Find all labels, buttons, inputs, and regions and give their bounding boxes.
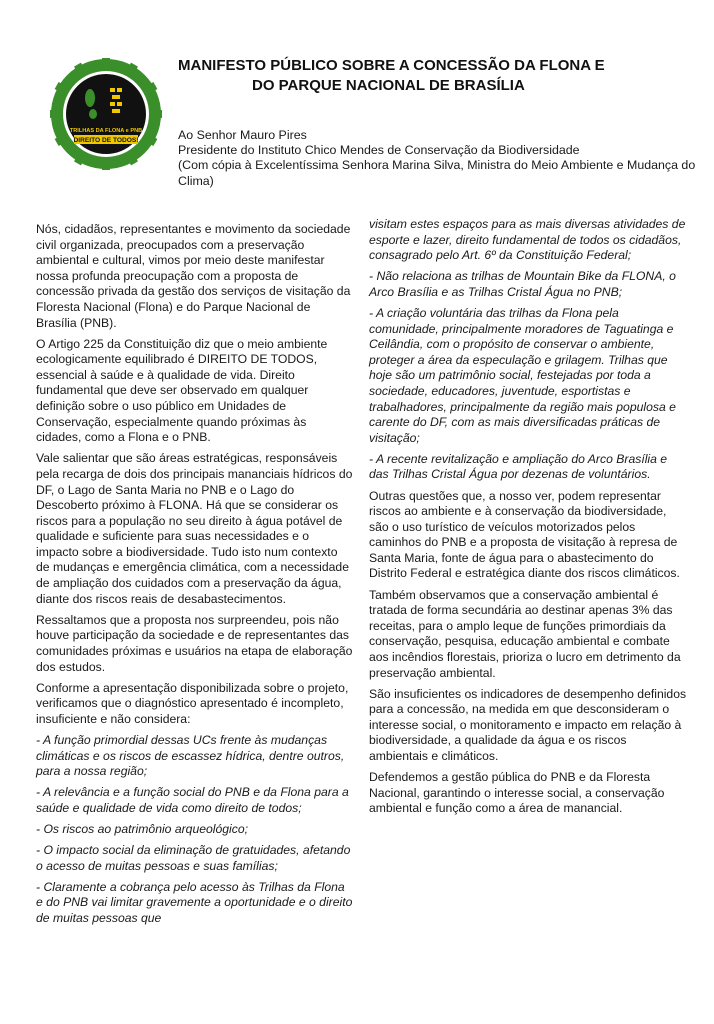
list-item: - A recente revitalização e ampliação do Arco Brasília e das Trilhas Cristal Água por dezenas de voluntários.: [369, 451, 668, 482]
page-title: [178, 56, 688, 96]
title-line2: DO PARQUE NACIONAL DE BRASÍLIA: [252, 77, 525, 94]
trilhas-logo: [50, 58, 162, 170]
list-item: - A função primordial dessas UCs frente às mudanças climáticas e os riscos de escassez hídrica, dentre outros, para a nossa região;: [36, 732, 345, 779]
paragraph: Também observamos que a conservação ambiental é tratada de forma secundária ao destinar apenas 3% das receitas, para o amplo leque de funções primordiais da conservação, pesquisa, educação ambiental e combate aos incêndios florestais, prioriza o lucro em detrimento da preservação ambiental.: [369, 587, 681, 680]
paragraph: Conforme a apresentação disponibilizada sobre o projeto, verificamos que o diagnóstico apresentado é incompleto, insuficiente e não considera:: [36, 680, 349, 726]
list-item: - Os riscos ao patrimônio arqueológico;: [36, 821, 249, 836]
right-column: [369, 217, 687, 822]
gear-icon: [50, 58, 162, 170]
addressee-name: Ao Senhor Mauro Pires: [178, 128, 307, 142]
paragraph: Outras questões que, a nosso ver, podem representar riscos ao ambiente e à conservação da biodiversidade, são o uso turístico de veículos motorizados pelos caminhos do PNB e a proposta de visitação à represa de Santa Maria, fonte de água para o abastecimento do Distrito Federal e estratégica diante dos riscos climáticos.: [369, 488, 680, 581]
list-item: - A criação voluntária das trilhas da Flona pela comunidade, principalmente moradores de Taguatinga e Ceilândia, com o propósito de conservar o ambiente, proteger a área da especulação e grilagem. Trilhas que hoje são um patrimônio social, festejadas por toda a sociedade, educadores, juventude, esportistas e trabalhadores, principalmente da região mais populosa e carente do DF, com as mais diversificadas práticas de visitação;: [369, 305, 676, 445]
left-column: [36, 222, 354, 932]
paragraph: Defendemos a gestão pública do PNB e da Floresta Nacional, garantindo o interesse social, a conservação ambiental e função como a área de manancial.: [369, 770, 665, 816]
title-line1: MANIFESTO PÚBLICO SOBRE A CONCESSÃO DA FLONA E: [178, 57, 605, 74]
paragraph: O Artigo 225 da Constituição diz que o meio ambiente ecologicamente equilibrado é DIREITO DE TODOS, essencial à saúde e à qualidade de vida. Direito fundamental que deve ser observado em qualquer definição sobre o uso público em Unidades de Conservação, especialmente quando próximas às cidades, como a Flona e o PNB.: [36, 336, 328, 445]
paragraph: Vale salientar que são áreas estratégicas, responsáveis pela recarga de dois dos principais mananciais hídricos do DF, o Lago de Santa Maria no PNB e o Lago do Descoberto próximo à FLONA. Há que se considerar os riscos para a população no seu direito à água potável de qualidade e suficiente para suas necessidades e o impacto sobre a biodiversidade. Tudo isto num contexto de mudanças e emergência climática, com a necessidade de ampliação dos cuidados com a preservação da água, diante dos riscos reais de desabastecimentos.: [36, 451, 353, 606]
paragraph: Ressaltamos que a proposta nos surpreendeu, pois não houve participação da sociedade e de representantes das comunidades próximas e usuários na etapa de elaboração dos estudos.: [36, 612, 353, 674]
addressee-block: [178, 128, 698, 189]
paragraph: Nós, cidadãos, representantes e movimento da sociedade civil organizada, preocupados com a preservação ambiental e cultural, vimos por meio deste manifestar nossa profunda preocupação com a proposta de concessão privada da gestão dos serviços de visitação da Floresta Nacional (Flona) e do Parque Nacional de Brasília (PNB).: [36, 222, 351, 330]
paragraph: São insuficientes os indicadores de desempenho definidos para a concessão, na medida em que desconsideram o interesse social, o monitoramento e impacto em relação à biodiversidade, a qualidade da água e os riscos ambientais e climáticos.: [369, 686, 687, 763]
logo-text-line1: TRILHAS DA FLONA e PNB: [69, 128, 143, 134]
list-item: - Não relaciona as trilhas de Mountain Bike da FLONA, o Arco Brasília e as Trilhas Cristal Água no PNB;: [369, 269, 676, 299]
logo-text-line2: DIREITO DE TODOS!: [73, 137, 139, 144]
list-item: visitam estes espaços para as mais diversas atividades de esporte e lazer, direito fundamental de todos os cidadãos, consagrado pelo Art. 6º da Constituição Federal;: [369, 217, 686, 263]
addressee-copy: (Com cópia à Excelentíssima Senhora Marina Silva, Ministra do Meio Ambiente e Mudança do Clima): [178, 158, 696, 188]
list-item: - A relevância e a função social do PNB e da Flona para a saúde e qualidade de vida como direito de todos;: [36, 785, 349, 815]
addressee-role: Presidente do Instituto Chico Mendes de Conservação da Biodiversidade: [178, 143, 580, 158]
list-item: - Claramente a cobrança pelo acesso às Trilhas da Flona e do PNB vai limitar gravemente a oportunidade e o direito de muitas pessoas que: [36, 879, 353, 925]
list-item: - O impacto social da eliminação de gratuidades, afetando o acesso de muitas pessoas e suas famílias;: [36, 842, 351, 873]
